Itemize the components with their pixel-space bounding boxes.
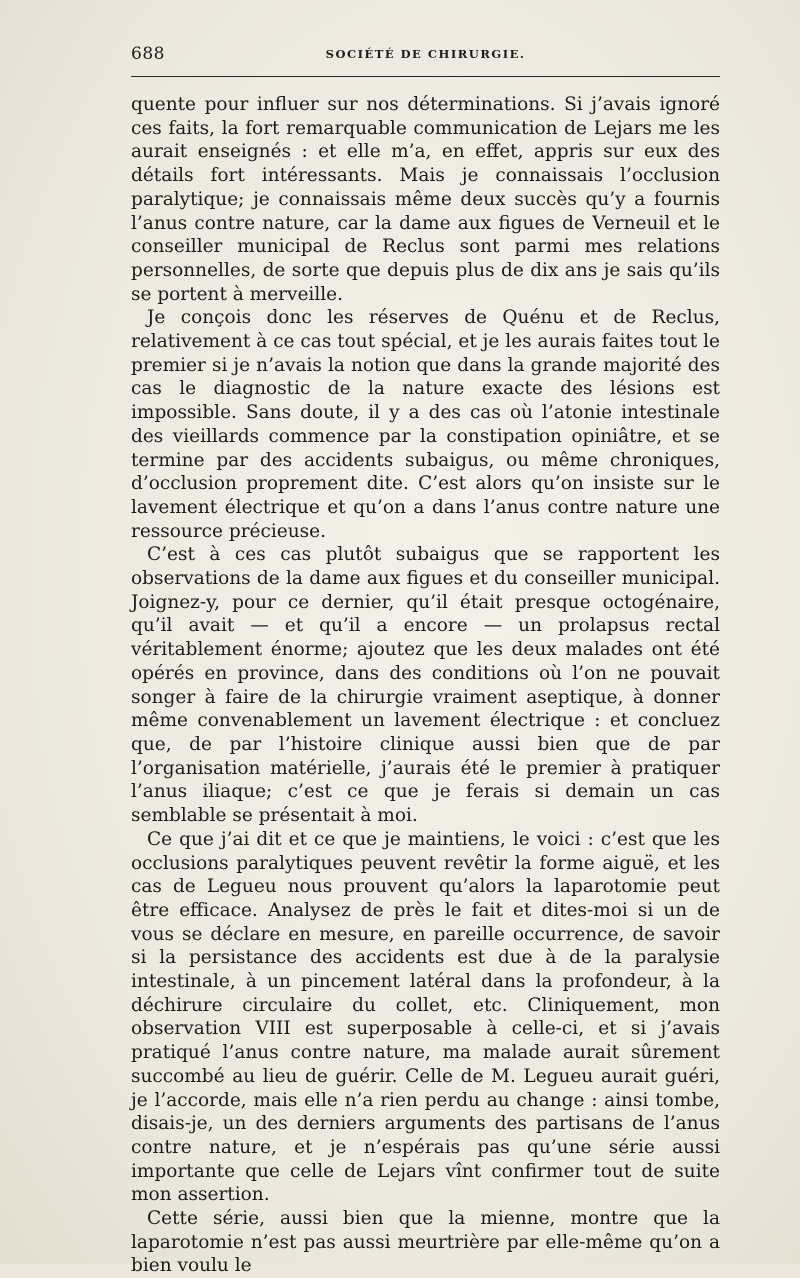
- body-text: [131, 93, 720, 1278]
- running-head: [131, 44, 720, 70]
- paragraph-2: Je conçois donc les réserves de Quénu et de Reclus, relativement à ce cas tout spécial, et je les aurais faites tout le premier si je n’avais la notion que dans la grande majorité des cas le diagnostic de la nature exacte des lésions est impossible. Sans doute, il y a des cas où l’atonie intestinale des vieillards commence par la constipation opiniâtre, et se termine par des accidents subaigus, ou même chroniques, d’occlusion proprement dite. C’est alors qu’on insiste sur le lavement électrique et qu’on a dans l’anus contre nature une ressource précieuse.: [131, 307, 720, 542]
- paragraph-5: Cette série, aussi bien que la mienne, montre que la laparotomie n’est pas aussi meurtrière par elle-même qu’on a bien voulu le: [131, 1208, 720, 1277]
- page-number: 688: [131, 44, 165, 64]
- header-rule: [131, 76, 720, 77]
- paragraph-3: C’est à ces cas plutôt subaigus que se rapportent les observations de la dame aux figues et du conseiller municipal. Joignez-y, pour ce dernier, qu’il était presque octogénaire, qu’il avait — et qu’il a encore — un prolapsus rectal véritablement énorme; ajoutez que les deux malades ont été opérés en province, dans des conditions où l’on ne pouvait songer à faire de la chirurgie vraiment aseptique, à donner même convenablement un lavement électrique : et concluez que, de par l’histoire clinique aussi bien que de par l’organisation matérielle, j’aurais été le premier à pratiquer l’anus iliaque; c’est ce que je ferais si demain un cas semblable se présentait à moi.: [131, 544, 720, 827]
- paragraph-4: Ce que j’ai dit et ce que je maintiens, le voici : c’est que les occlusions paralytiques peuvent revêtir la forme aiguë, et les cas de Legueu nous prouvent qu’alors la laparotomie peut être efficace. Analysez de près le fait et dites-moi si un de vous se déclare en mesure, en pareille occurrence, de savoir si la persistance des accidents est due à de la paralysie intestinale, à un pincement latéral dans la profondeur, à la déchirure circulaire du collet, etc. Cliniquement, mon observation VIII est superposable à celle-ci, et si j’avais pratiqué l’anus contre nature, ma malade aurait sûrement succombé au lieu de guérir. Celle de M. Legueu aurait guéri, je l’accorde, mais elle n’a rien perdu au change : ainsi tombe, disais-je, un des derniers arguments des partisans de l’anus contre nature, et je n’espérais pas qu’une série aussi importante que celle de Lejars vînt confirmer tout de suite mon assertion.: [131, 828, 720, 1206]
- running-title: SOCIÉTÉ DE CHIRURGIE.: [325, 47, 526, 61]
- paragraph-1: quente pour influer sur nos déterminations. Si j’avais ignoré ces faits, la fort remarquable communication de Lejars me les aurait enseignés : et elle m’a, en effet, appris sur eux des détails fort intéressants. Mais je connaissais l’occlusion paralytique; je connaissais même deux succès qu’y a fournis l’anus contre nature, car la dame aux figues de Verneuil et le conseiller municipal de Reclus sont parmi mes relations personnelles, de sorte que depuis plus de dix ans je sais qu’ils se portent à merveille.: [131, 94, 720, 305]
